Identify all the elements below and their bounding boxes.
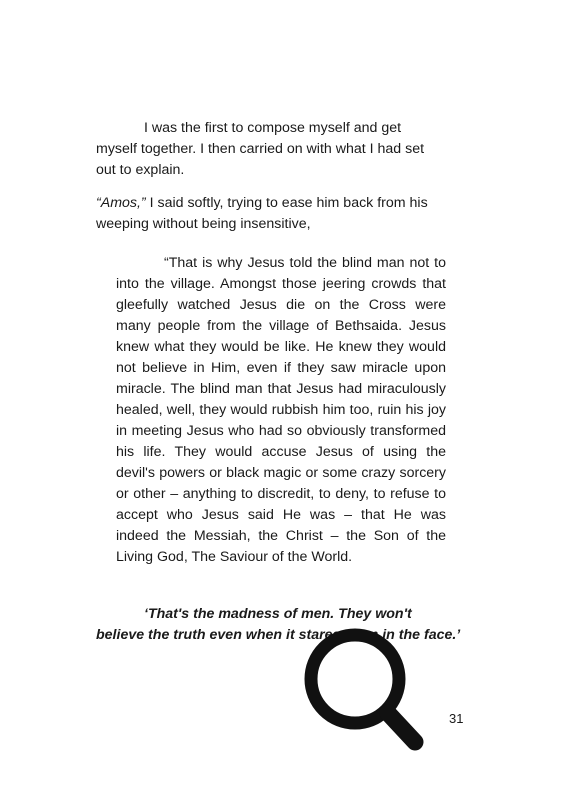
block-quote-text: “That is why Jesus told the blind man not to into the village. Amongst those jeering crowds that gleefully watched Jesus die on the Cross were many people from the village of Bethsaida. Jesus knew what they would be like. He knew they would not believe in Him, even if they saw miracle upon miracle. The blind man that Jesus had miraculously healed, well, they would rubbish him too, ruin his joy in meeting Jesus who had so obviously transformed his life. They would accuse Jesus of using the devil's powers or black magic or some crazy sorcery or other – anything to discredit, to deny, to refuse to accept who Jesus said He was – that He was indeed the Messiah, the Christ – the Son of the Living God, The Saviour of the World. — [116, 255, 446, 565]
paragraph-2 — [96, 193, 442, 235]
paragraph-1-text: I was the first to compose myself and get myself together. I then carried on with what I had set out to explain. — [96, 120, 425, 178]
closing-quote-text: ‘That's the madness of men. They won't believe the truth even when it stares them in the face.’ — [96, 606, 461, 643]
paragraph-2-text: I said softly, trying to ease him back from his weeping without being insensitive, — [96, 195, 428, 232]
speaker-name: “Amos,” — [96, 195, 146, 211]
paragraph-1 — [96, 118, 442, 181]
page-number: 31 — [449, 711, 464, 726]
magnifier-icon[interactable] — [300, 626, 440, 756]
block-quote — [116, 253, 446, 568]
